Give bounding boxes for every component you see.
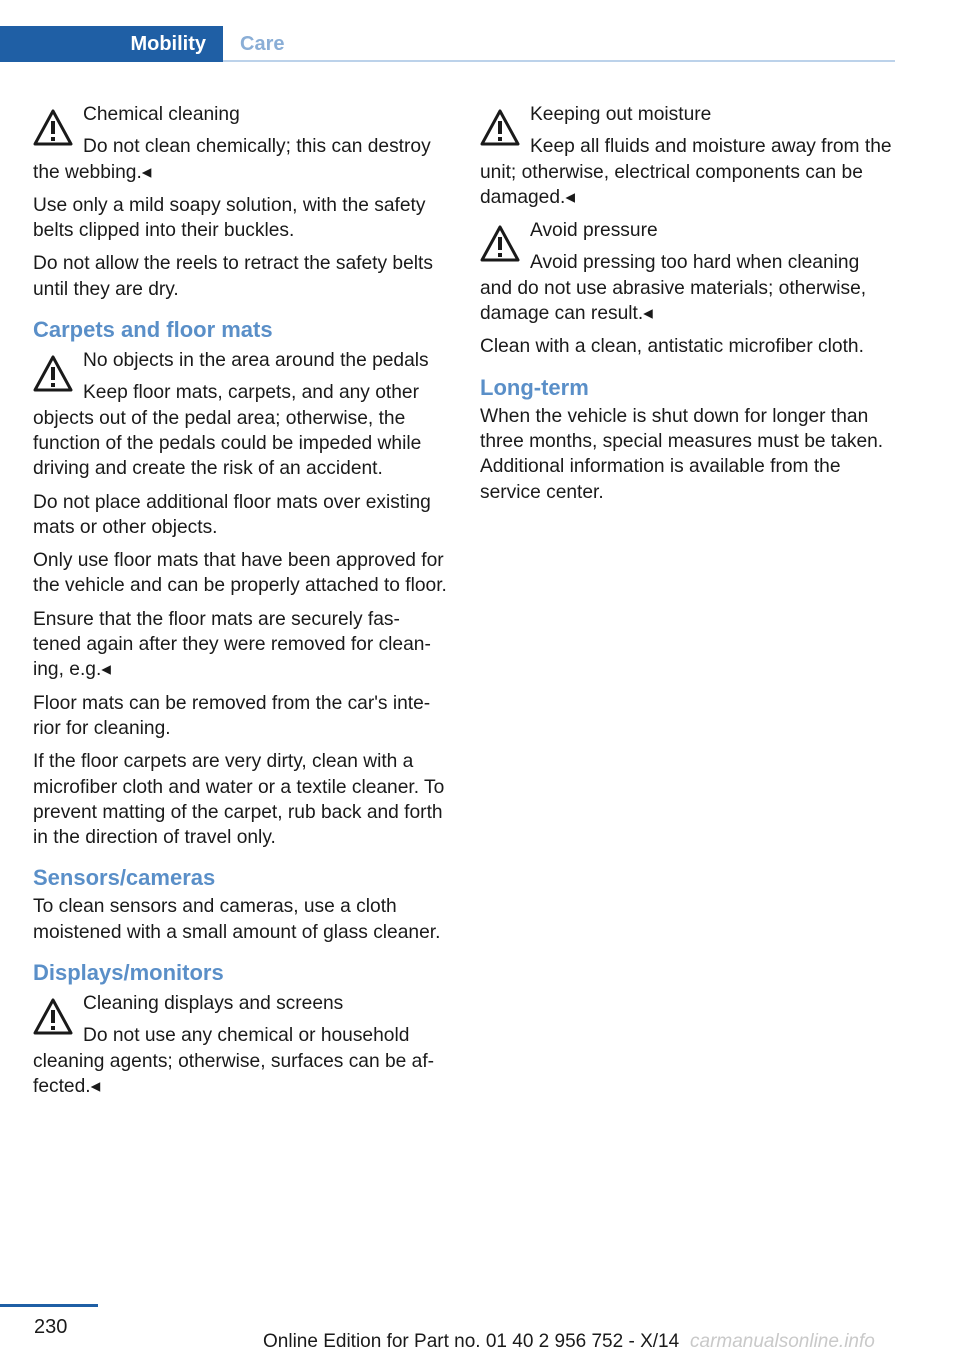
warning-pedal-area: [33, 348, 447, 481]
tab-mobility[interactable]: Mobility: [0, 26, 223, 62]
footer-divider: [0, 1304, 98, 1307]
header-divider: [223, 60, 895, 62]
paragraph: Floor mats can be removed from the car's inte‐rior for cleaning.: [33, 692, 431, 739]
tab-care[interactable]: Care: [240, 32, 285, 55]
paragraph: Do not place additional floor mats over existing mats or other objects.: [33, 491, 431, 538]
warning-text: Do not clean chemically; this can destroy the webbing.◂: [33, 136, 431, 183]
paragraph: Only use floor mats that have been approved for the vehicle and can be properly attached to floor.: [33, 550, 447, 597]
warning-text: Do not use any chemical or household cleaning agents; otherwise, surfaces can be af‐fected.◂: [33, 1025, 435, 1097]
section-heading-carpets: Carpets and floor mats: [33, 317, 273, 343]
warning-text: Keep all fluids and moisture away from the unit; otherwise, electrical components can be damaged.◂: [480, 136, 892, 208]
paragraph: When the vehicle is shut down for longer than three months, special measures must be taken. Additional information is available from the service center.: [480, 405, 884, 503]
left-column: [33, 102, 447, 1107]
warning-triangle-icon: [480, 225, 520, 265]
warning-title: No objects in the area around the pedals: [83, 350, 429, 372]
warning-title: Chemical cleaning: [83, 104, 240, 125]
warning-chemical-cleaning: [33, 102, 447, 185]
warning-triangle-icon: [33, 355, 73, 395]
paragraph: Use only a mild soapy solution, with the safety belts clipped into their buckles.: [33, 194, 426, 242]
edition-note: Online Edition for Part no. 01 40 2 956 752 - X/14: [263, 1331, 680, 1352]
section-heading-sensors: Sensors/cameras: [33, 865, 216, 891]
warning-title: Keeping out moisture: [530, 104, 712, 125]
warning-title: Avoid pressure: [530, 220, 658, 242]
warning-text: Avoid pressing too hard when cleaning and do not use abrasive materials; otherwise, damage can result.◂: [480, 252, 867, 325]
paragraph: If the floor carpets are very dirty, clean with a microfiber cloth and water or a textile cleaner. To prevent matting of the carpet, rub back and forth in the direction of travel only.: [33, 751, 445, 849]
page-number: 230: [34, 1316, 68, 1338]
paragraph: To clean sensors and cameras, use a cloth moistened with a small amount of glass cleaner.: [33, 896, 441, 943]
warning-triangle-icon: [33, 109, 73, 149]
warning-title: Cleaning displays and screens: [83, 993, 344, 1015]
paragraph: Ensure that the floor mats are securely fas‐tened again after they were removed for clean‐ing, e.g.◂: [33, 608, 431, 681]
warning-text: Keep floor mats, carpets, and any other objects out of the pedal area; otherwise, the function of the pedals could be impeded while driving and create the risk of an accident.: [33, 382, 422, 480]
section-heading-long-term: Long-term: [480, 374, 589, 400]
paragraph: Do not allow the reels to retract the safety belts until they are dry.: [33, 253, 433, 300]
warning-keeping-out-moisture: [480, 102, 894, 210]
warning-cleaning-displays: [33, 991, 447, 1099]
right-column: [480, 102, 894, 513]
watermark: carmanualsonline.info: [690, 1331, 875, 1352]
warning-triangle-icon: [33, 998, 73, 1038]
warning-triangle-icon: [480, 109, 520, 149]
warning-avoid-pressure: [480, 218, 894, 326]
section-heading-displays: Displays/monitors: [33, 960, 224, 986]
page-header: [0, 0, 960, 64]
paragraph: Clean with a clean, antistatic microfiber cloth.: [480, 336, 864, 358]
